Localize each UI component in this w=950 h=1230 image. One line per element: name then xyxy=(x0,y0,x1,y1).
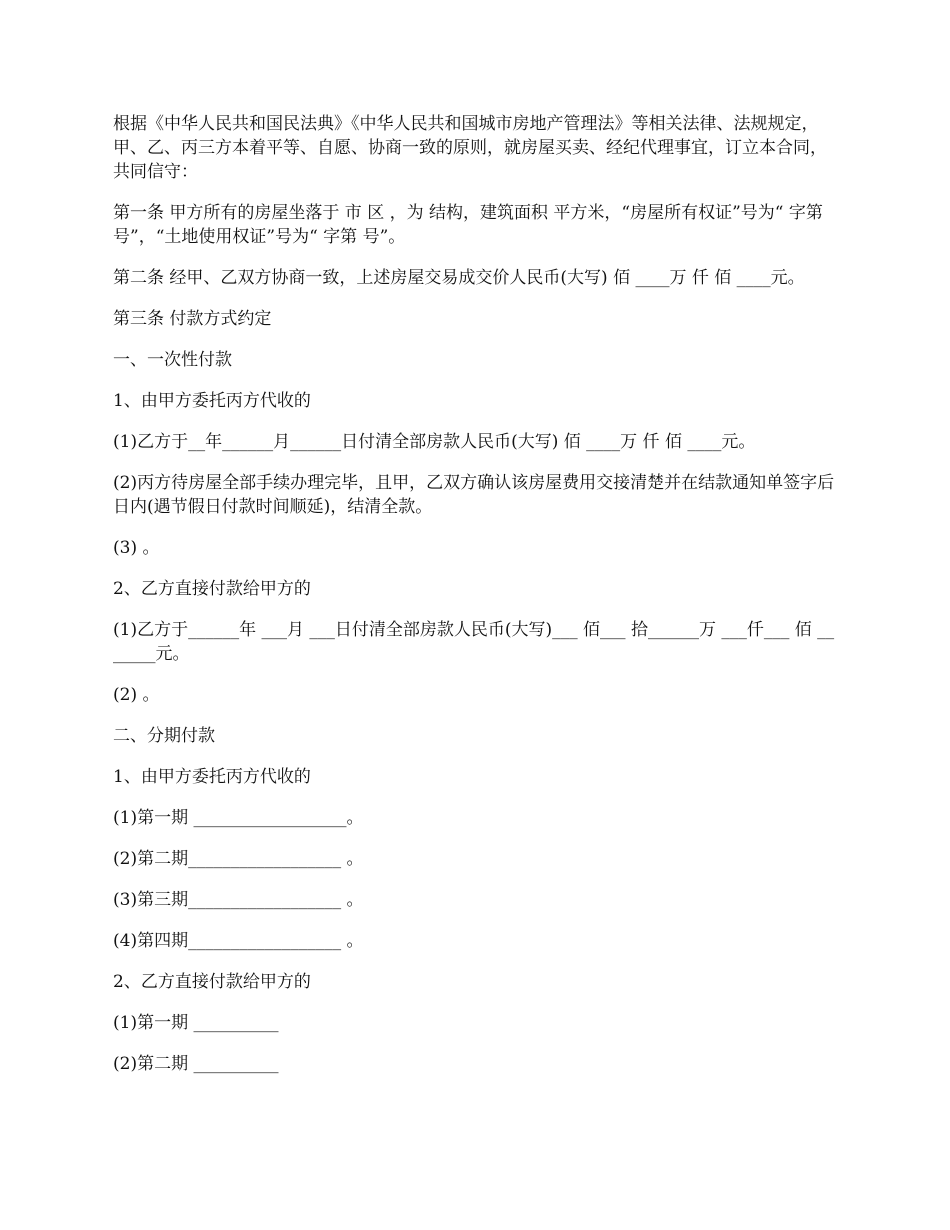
preamble-paragraph: 根据《中华人民共和国民法典》《中华人民共和国城市房地产管理法》等相关法律、法规规定，甲、乙、丙三方本着平等、自愿、协商一致的原则，就房屋买卖、经纪代理事宜，订立本合同，共同信守： xyxy=(113,114,827,182)
lump-sum-agent-item-3: (3) 。 xyxy=(113,538,160,558)
installment-agent-item-2: (2)第二期__________________ 。 xyxy=(113,849,364,869)
lump-sum-heading: 一、一次性付款 xyxy=(113,350,232,370)
installment-agent-heading: 1、由甲方委托丙方代收的 xyxy=(113,767,311,787)
installment-heading: 二、分期付款 xyxy=(113,726,215,746)
lump-sum-direct-item-2: (2) 。 xyxy=(113,685,160,705)
article-2-paragraph: 第二条 经甲、乙双方协商一致，上述房屋交易成交价人民币(大写) 佰 ____万 仟 佰 ____元。 xyxy=(113,268,805,288)
installment-agent-item-1: (1)第一期 __________________。 xyxy=(113,808,364,828)
lump-sum-direct-item-1: (1)乙方于______年 ___月 ___日付清全部房款人民币(大写)___ 佰___ 拾______万 ___仟___ 佰 _______元。 xyxy=(113,620,835,664)
lump-sum-direct-heading: 2、乙方直接付款给甲方的 xyxy=(113,579,311,599)
installment-agent-item-3: (3)第三期__________________ 。 xyxy=(113,890,364,910)
contract-body xyxy=(113,112,838,1093)
installment-direct-heading: 2、乙方直接付款给甲方的 xyxy=(113,972,311,992)
installment-direct-item-2: (2)第二期 __________ xyxy=(113,1054,279,1074)
article-1-paragraph: 第一条 甲方所有的房屋坐落于 市 区 ，为 结构，建筑面积 平方米，“房屋所有权证”号为“ 字第 号”，“土地使用权证”号为“ 字第 号”。 xyxy=(113,203,829,247)
lump-sum-agent-heading: 1、由甲方委托丙方代收的 xyxy=(113,391,311,411)
article-3-heading: 第三条 付款方式约定 xyxy=(113,309,272,329)
lump-sum-agent-item-2: (2)丙方待房屋全部手续办理完毕，且甲，乙双方确认该房屋费用交接清楚并在结款通知单签字后 日内(遇节假日付款时间顺延)，结清全款。 xyxy=(113,473,840,517)
installment-agent-item-4: (4)第四期__________________ 。 xyxy=(113,931,364,951)
installment-direct-item-1: (1)第一期 __________ xyxy=(113,1013,279,1033)
lump-sum-agent-item-1: (1)乙方于__年______月______日付清全部房款人民币(大写) 佰 ____万 仟 佰 ____元。 xyxy=(113,432,756,452)
